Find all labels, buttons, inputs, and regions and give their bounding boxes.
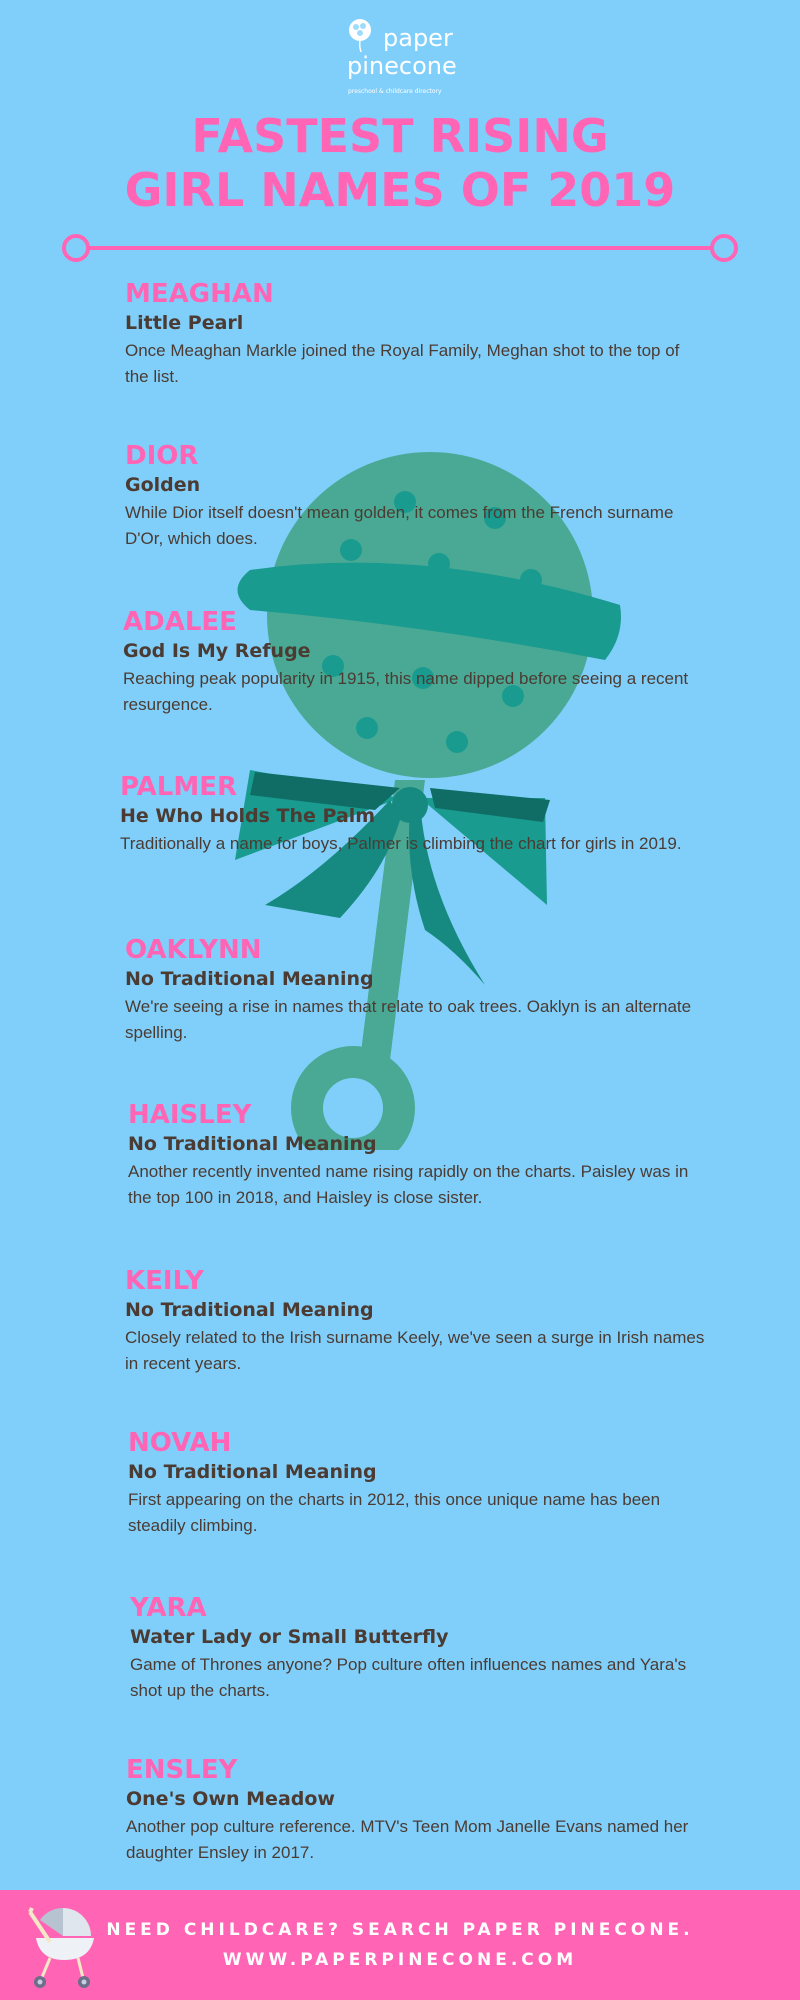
name-heading: PALMER [120,772,238,802]
name-description: First appearing on the charts in 2012, this once unique name has been steadily climbing. [128,1490,661,1535]
list-item [126,1754,706,1866]
list-item [123,606,703,718]
name-heading: YARA [130,1593,207,1623]
footer-banner [0,1890,800,2000]
name-heading: OAKLYNN [125,935,262,965]
name-description: Reaching peak popularity in 1915, this name dipped before seeing a recent resurgence. [123,669,689,714]
name-meaning: No Traditional Meaning [128,1461,377,1483]
title-divider [60,230,740,270]
name-meaning: One's Own Meadow [126,1788,335,1810]
name-description: Traditionally a name for boys, Palmer is climbing the chart for girls in 2019. [120,834,682,853]
list-item [128,1427,708,1539]
name-meaning: No Traditional Meaning [125,968,374,990]
name-description: Closely related to the Irish surname Keely, we've seen a surge in Irish names in recent years. [125,1328,705,1373]
name-description: Another pop culture reference. MTV's Teen Mom Janelle Evans named her daughter Ensley in 2017. [126,1817,689,1862]
name-description: Game of Thrones anyone? Pop culture often influences names and Yara's shot up the charts. [130,1655,687,1700]
footer-website-link[interactable]: WWW.PAPERPINECONE.COM [222,1950,578,1970]
list-item [125,440,705,552]
name-description: While Dior itself doesn't mean golden, it comes from the French surname D'Or, which does. [125,503,674,548]
list-item [128,1099,708,1211]
paper-pinecone-logo [345,16,465,98]
name-heading: NOVAH [128,1428,232,1458]
logo-tagline: preschool & childcare directory [348,88,442,95]
list-item [120,771,700,857]
list-item [130,1592,710,1704]
name-description: We're seeing a rise in names that relate to oak trees. Oaklyn is an alternate spelling. [125,997,692,1042]
pinecone-flower-icon [345,16,375,52]
list-item [125,278,705,390]
name-meaning: God Is My Refuge [123,640,311,662]
name-meaning: No Traditional Meaning [128,1133,377,1155]
name-heading: MEAGHAN [125,279,274,309]
name-meaning: Water Lady or Small Butterfly [130,1626,449,1648]
footer-cta: NEED CHILDCARE? SEARCH PAPER PINECONE. [106,1920,694,1940]
name-meaning: No Traditional Meaning [125,1299,374,1321]
list-item [125,1265,705,1377]
name-meaning: Golden [125,474,201,496]
name-meaning: He Who Holds The Palm [120,805,376,827]
logo-word-paper: paper [383,24,453,52]
name-heading: ADALEE [123,607,237,637]
baby-stroller-icon [28,1898,98,1990]
name-heading: ENSLEY [126,1755,238,1785]
name-description: Once Meaghan Markle joined the Royal Family, Meghan shot to the top of the list. [125,341,680,386]
page-title-line-1: FASTEST RISING [191,109,609,163]
name-meaning: Little Pearl [125,312,244,334]
list-item [125,934,705,1046]
page-title-line-2: GIRL NAMES OF 2019 [124,163,676,217]
name-description: Another recently invented name rising rapidly on the charts. Paisley was in the top 100 in 2018, and Haisley is close sister. [128,1162,689,1207]
name-heading: HAISLEY [128,1100,252,1130]
logo-word-pinecone: pinecone [347,52,457,80]
name-heading: KEILY [125,1266,204,1296]
name-heading: DIOR [125,441,199,471]
